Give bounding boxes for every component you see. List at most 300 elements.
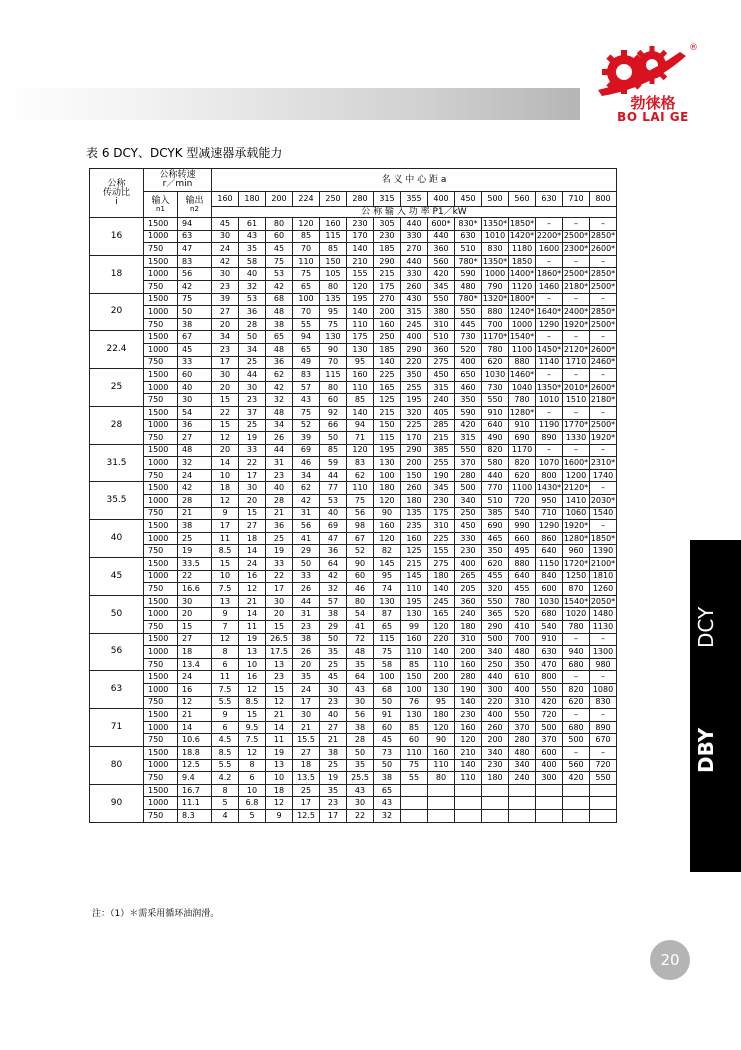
value-cell: 18 [293, 759, 320, 772]
value-cell: 2460* [590, 356, 617, 369]
value-cell: 1500 [144, 784, 178, 797]
value-cell: 1920* [590, 432, 617, 445]
value-cell: 90 [347, 558, 374, 571]
value-cell: 610 [509, 671, 536, 684]
value-cell: 21 [178, 709, 212, 722]
value-cell: – [563, 709, 590, 722]
value-cell: 24 [293, 683, 320, 696]
value-cell: 19 [178, 545, 212, 558]
value-cell: 38 [320, 746, 347, 759]
value-cell: 1420* [509, 230, 536, 243]
value-cell: 750 [144, 696, 178, 709]
value-cell: 8 [212, 784, 239, 797]
value-cell: 780* [455, 255, 482, 268]
value-cell: 155 [428, 545, 455, 558]
value-cell: 1010 [536, 394, 563, 407]
value-cell: 230 [482, 759, 509, 772]
value-cell: 15 [212, 558, 239, 571]
value-cell: 1500 [144, 482, 178, 495]
value-cell: 90 [428, 734, 455, 747]
value-cell: 195 [347, 293, 374, 306]
value-cell: 750 [144, 243, 178, 256]
value-cell: 320 [482, 583, 509, 596]
value-cell: 30 [212, 369, 239, 382]
value-cell: – [590, 671, 617, 684]
value-cell: 550 [455, 444, 482, 457]
value-cell: 140 [347, 243, 374, 256]
value-cell: 620 [563, 696, 590, 709]
value-cell: 12 [266, 696, 293, 709]
value-cell: 370 [455, 457, 482, 470]
value-cell [401, 809, 428, 822]
value-cell: 130 [428, 683, 455, 696]
header-gradient-bar [0, 88, 580, 120]
header-speed-label: 公称转速 [159, 170, 196, 180]
value-cell: 115 [374, 633, 401, 646]
value-cell: 345 [428, 280, 455, 293]
value-cell: 500 [455, 482, 482, 495]
table-row [90, 394, 617, 407]
value-cell: 54 [347, 608, 374, 621]
value-cell: 445 [455, 318, 482, 331]
value-cell: 20 [212, 318, 239, 331]
value-cell: 830* [455, 218, 482, 231]
value-cell: 620 [509, 469, 536, 482]
value-cell: 235 [401, 520, 428, 533]
value-cell: 2120* [563, 343, 590, 356]
value-cell: 250 [455, 507, 482, 520]
value-cell: 1080 [590, 683, 617, 696]
value-cell: 1000 [144, 683, 178, 696]
value-cell: 35 [293, 671, 320, 684]
value-cell: 100 [374, 671, 401, 684]
value-cell: 640 [482, 419, 509, 432]
value-cell: 10 [212, 570, 239, 583]
value-cell: 340 [482, 646, 509, 659]
value-cell: 8.5 [212, 545, 239, 558]
ratio-cell: 80 [90, 746, 144, 784]
value-cell: 27 [239, 520, 266, 533]
value-cell: 18 [266, 784, 293, 797]
table-row [90, 658, 617, 671]
value-cell: 2310* [590, 457, 617, 470]
value-cell: 2850* [590, 306, 617, 319]
value-cell: 1850 [509, 255, 536, 268]
value-cell: 35 [347, 759, 374, 772]
table-row [90, 633, 617, 646]
table-row [90, 759, 617, 772]
value-cell: 28 [178, 495, 212, 508]
value-cell: 215 [374, 406, 401, 419]
value-cell: 42 [293, 495, 320, 508]
value-cell: 6 [239, 772, 266, 785]
value-cell: 360 [455, 595, 482, 608]
value-cell: 1240* [509, 306, 536, 319]
value-cell: 50 [293, 558, 320, 571]
value-cell: 110 [401, 583, 428, 596]
value-cell: 1770* [563, 419, 590, 432]
value-cell: 840 [536, 570, 563, 583]
value-cell [536, 809, 563, 822]
value-cell: 290 [374, 255, 401, 268]
value-cell: 32 [178, 457, 212, 470]
value-cell: 230 [347, 218, 374, 231]
value-cell: 16 [178, 683, 212, 696]
value-cell: 690 [482, 520, 509, 533]
value-cell: 1500 [144, 444, 178, 457]
value-cell: 40 [320, 709, 347, 722]
value-cell: 225 [401, 419, 428, 432]
value-cell: 87 [374, 608, 401, 621]
value-cell: 24 [178, 469, 212, 482]
value-cell: 750 [144, 545, 178, 558]
value-cell: 4.5 [212, 734, 239, 747]
value-cell: 56 [347, 709, 374, 722]
value-cell: 43 [239, 230, 266, 243]
ratio-cell: 40 [90, 520, 144, 558]
value-cell: 19 [266, 545, 293, 558]
value-cell: 80 [320, 280, 347, 293]
table-row [90, 595, 617, 608]
value-cell: 23 [266, 469, 293, 482]
value-cell: 30 [347, 696, 374, 709]
value-cell [563, 797, 590, 810]
value-cell: 450 [428, 369, 455, 382]
value-cell: 75 [374, 646, 401, 659]
ratio-cell: 45 [90, 558, 144, 596]
value-cell: 290 [401, 343, 428, 356]
value-cell: 60 [320, 394, 347, 407]
value-cell: 70 [320, 356, 347, 369]
value-cell: 23 [212, 343, 239, 356]
value-cell: 120 [374, 532, 401, 545]
value-cell [455, 797, 482, 810]
value-cell: 135 [401, 507, 428, 520]
value-cell: 10.6 [178, 734, 212, 747]
ratio-cell: 50 [90, 595, 144, 633]
value-cell: 130 [401, 608, 428, 621]
value-cell: 120 [428, 621, 455, 634]
table-row [90, 558, 617, 571]
value-cell: 120 [374, 495, 401, 508]
value-cell: 365 [482, 608, 509, 621]
value-cell: 10 [239, 784, 266, 797]
value-cell: 1500 [144, 671, 178, 684]
value-cell: 30 [178, 394, 212, 407]
value-cell: 320 [401, 406, 428, 419]
value-cell: 54 [178, 406, 212, 419]
value-cell: 200 [374, 306, 401, 319]
center-distance-cell: 800 [590, 192, 617, 207]
value-cell: 1450* [536, 343, 563, 356]
value-cell: 20 [178, 608, 212, 621]
value-cell: 80 [347, 595, 374, 608]
value-cell [401, 784, 428, 797]
value-cell: 200 [482, 734, 509, 747]
table-row [90, 671, 617, 684]
value-cell: 94 [293, 331, 320, 344]
value-cell: 83 [178, 255, 212, 268]
value-cell: 780* [455, 293, 482, 306]
center-distance-cell: 450 [455, 192, 482, 207]
value-cell: 40 [239, 268, 266, 281]
value-cell: 45 [212, 218, 239, 231]
value-cell: 100 [401, 683, 428, 696]
table-row [90, 646, 617, 659]
side-tab [690, 540, 741, 872]
value-cell: 280 [509, 734, 536, 747]
value-cell: 57 [320, 595, 347, 608]
value-cell: 25 [239, 419, 266, 432]
value-cell: 17 [293, 696, 320, 709]
value-cell: 1350* [536, 381, 563, 394]
value-cell: 470 [536, 658, 563, 671]
value-cell: 195 [401, 595, 428, 608]
value-cell: 750 [144, 658, 178, 671]
value-cell: 10 [239, 658, 266, 671]
value-cell: 400 [536, 759, 563, 772]
value-cell: 14 [266, 721, 293, 734]
value-cell: 32 [239, 280, 266, 293]
center-distance-cell: 400 [428, 192, 455, 207]
value-cell: 38 [293, 633, 320, 646]
value-cell: 50 [320, 633, 347, 646]
value-cell: 53 [320, 495, 347, 508]
value-cell: 22 [212, 406, 239, 419]
center-distance-cell: 355 [401, 192, 428, 207]
value-cell: 1000 [144, 306, 178, 319]
value-cell: 53 [239, 293, 266, 306]
value-cell: 95 [374, 570, 401, 583]
value-cell: 59 [320, 457, 347, 470]
value-cell: 65 [374, 621, 401, 634]
value-cell: 175 [347, 331, 374, 344]
table-caption: 表 6 DCY、DCYK 型减速器承载能力 [86, 146, 283, 160]
value-cell: 80 [428, 772, 455, 785]
ratio-cell: 22.4 [90, 331, 144, 369]
value-cell: 150 [401, 671, 428, 684]
load-capacity-table [89, 168, 617, 823]
value-cell: 22 [347, 809, 374, 822]
value-cell: 150 [374, 419, 401, 432]
value-cell: 1850* [509, 218, 536, 231]
ratio-cell: 56 [90, 633, 144, 671]
header-power: 公 称 输 入 功 率 P1／kW [212, 207, 617, 218]
value-cell: 75 [347, 495, 374, 508]
value-cell: 240 [428, 394, 455, 407]
value-cell: 730 [455, 331, 482, 344]
center-distance-cell: 560 [509, 192, 536, 207]
value-cell: 560 [563, 759, 590, 772]
value-cell: 455 [509, 583, 536, 596]
value-cell: 2300* [563, 243, 590, 256]
value-cell: 880 [509, 356, 536, 369]
table-row [90, 608, 617, 621]
value-cell: 14 [239, 545, 266, 558]
value-cell: 1810 [590, 570, 617, 583]
value-cell: 360 [428, 243, 455, 256]
value-cell: 800 [536, 469, 563, 482]
value-cell: 2010* [563, 381, 590, 394]
value-cell: 420 [455, 419, 482, 432]
value-cell: 160 [455, 721, 482, 734]
value-cell: 85 [320, 243, 347, 256]
value-cell: 49 [293, 356, 320, 369]
value-cell: – [563, 255, 590, 268]
value-cell: 250 [482, 658, 509, 671]
value-cell: 310 [455, 633, 482, 646]
value-cell: 750 [144, 432, 178, 445]
value-cell: 42 [212, 255, 239, 268]
value-cell: 35 [347, 658, 374, 671]
value-cell: 180 [455, 621, 482, 634]
value-cell: 120 [428, 721, 455, 734]
value-cell: 98 [347, 520, 374, 533]
value-cell: 16.6 [178, 583, 212, 596]
value-cell: 1150 [536, 558, 563, 571]
center-distance-cell: 315 [374, 192, 401, 207]
value-cell: 74 [374, 583, 401, 596]
value-cell: 260 [401, 482, 428, 495]
value-cell: 67 [178, 331, 212, 344]
value-cell: 15 [212, 419, 239, 432]
value-cell: 750 [144, 280, 178, 293]
value-cell: 115 [320, 230, 347, 243]
value-cell: 1130 [590, 621, 617, 634]
center-distance-cell: 250 [320, 192, 347, 207]
value-cell: 165 [428, 608, 455, 621]
value-cell: 385 [428, 444, 455, 457]
value-cell: 120 [455, 734, 482, 747]
value-cell: 7.5 [212, 683, 239, 696]
value-cell: 440 [428, 230, 455, 243]
value-cell: 275 [428, 558, 455, 571]
ratio-cell: 71 [90, 709, 144, 747]
value-cell: 19 [239, 633, 266, 646]
value-cell: 200 [401, 457, 428, 470]
value-cell: 8 [212, 646, 239, 659]
value-cell: 1320* [482, 293, 509, 306]
value-cell: 495 [509, 545, 536, 558]
value-cell: 540 [509, 507, 536, 520]
value-cell: 600 [536, 746, 563, 759]
value-cell: 64 [347, 671, 374, 684]
value-cell: 550 [482, 595, 509, 608]
value-cell: 16 [239, 671, 266, 684]
value-cell: 290 [482, 621, 509, 634]
value-cell: 440 [482, 469, 509, 482]
table-row [90, 457, 617, 470]
value-cell: 10 [266, 772, 293, 785]
value-cell: 40 [178, 381, 212, 394]
value-cell: 130 [347, 343, 374, 356]
value-cell: 550 [536, 683, 563, 696]
value-cell: 9.4 [178, 772, 212, 785]
value-cell: – [563, 746, 590, 759]
table-row [90, 520, 617, 533]
value-cell: 1500 [144, 558, 178, 571]
value-cell: 205 [455, 583, 482, 596]
value-cell: 890 [536, 432, 563, 445]
ratio-cell: 63 [90, 671, 144, 709]
value-cell: – [536, 331, 563, 344]
value-cell: 600* [428, 218, 455, 231]
value-cell: 61 [239, 218, 266, 231]
value-cell: 65 [293, 280, 320, 293]
value-cell [509, 809, 536, 822]
value-cell: 50 [347, 746, 374, 759]
value-cell: 15 [266, 683, 293, 696]
value-cell: 180 [482, 772, 509, 785]
value-cell: 2500* [590, 419, 617, 432]
value-cell: 120 [347, 280, 374, 293]
value-cell: 215 [374, 268, 401, 281]
value-cell: 440 [401, 218, 428, 231]
value-cell: – [563, 331, 590, 344]
value-cell: 330 [401, 268, 428, 281]
value-cell: 700 [509, 633, 536, 646]
value-cell: 960 [563, 545, 590, 558]
value-cell: 45 [320, 671, 347, 684]
value-cell: – [590, 331, 617, 344]
value-cell: 420 [536, 696, 563, 709]
value-cell: 7.5 [239, 734, 266, 747]
value-cell: 2600* [590, 343, 617, 356]
value-cell: 110 [347, 318, 374, 331]
value-cell: 1410 [563, 495, 590, 508]
value-cell: 68 [374, 683, 401, 696]
value-cell: 30 [347, 797, 374, 810]
value-cell: 9.5 [239, 721, 266, 734]
value-cell [509, 797, 536, 810]
value-cell: 24 [178, 671, 212, 684]
value-cell: 23 [320, 696, 347, 709]
value-cell: 38 [374, 772, 401, 785]
value-cell: – [590, 482, 617, 495]
value-cell: 385 [482, 507, 509, 520]
value-cell: 700 [482, 318, 509, 331]
value-cell: 13 [266, 658, 293, 671]
value-cell: 17 [293, 797, 320, 810]
side-tab-label-dby: DBY [694, 727, 718, 773]
center-distance-cell: 224 [293, 192, 320, 207]
value-cell: 270 [401, 243, 428, 256]
value-cell: 18 [239, 532, 266, 545]
value-cell: 34 [239, 343, 266, 356]
value-cell: 9 [266, 809, 293, 822]
value-cell: 150 [320, 255, 347, 268]
table-row [90, 797, 617, 810]
value-cell: 21 [266, 709, 293, 722]
value-cell: 1290 [536, 318, 563, 331]
value-cell: 75 [266, 255, 293, 268]
value-cell: 2180* [563, 280, 590, 293]
value-cell: 20 [293, 658, 320, 671]
value-cell: 220 [401, 356, 428, 369]
value-cell: 21 [239, 595, 266, 608]
value-cell: 500 [563, 734, 590, 747]
value-cell: 25 [320, 759, 347, 772]
value-cell: 140 [455, 759, 482, 772]
value-cell [563, 809, 590, 822]
value-cell: 33 [178, 356, 212, 369]
value-cell: 13.5 [293, 772, 320, 785]
value-cell: 590 [455, 268, 482, 281]
value-cell: 910 [536, 633, 563, 646]
value-cell: 31 [266, 457, 293, 470]
value-cell: 47 [178, 243, 212, 256]
value-cell: 160 [347, 369, 374, 382]
